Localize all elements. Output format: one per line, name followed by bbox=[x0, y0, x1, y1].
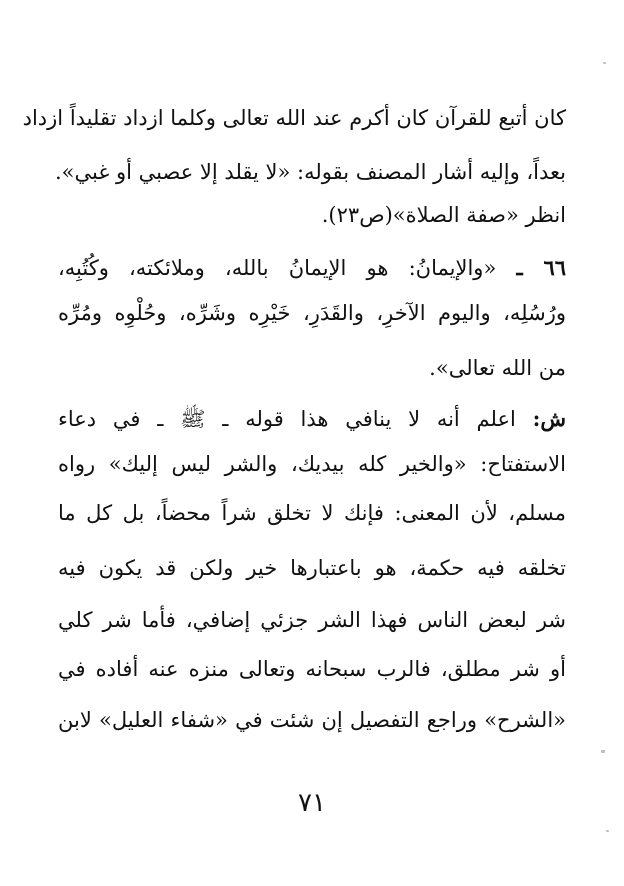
text-line: الاستفتاح: «والخير كله بيديك، والشر ليس إليك» رواه bbox=[58, 452, 566, 476]
page-number: ٧١ bbox=[298, 788, 326, 818]
scan-speck bbox=[606, 830, 609, 832]
text-line: مسلم، لأن المعنى: فإنك لا تخلق شراً محضاً، بل كل ما bbox=[58, 501, 566, 525]
text-line-content: «والإيمانُ: هو الإيمانُ بالله، وملائكته، وكُتُبِه، bbox=[58, 256, 497, 280]
text-line: شر لبعض الناس فهذا الشر جزئي إضافي، فأما شر كلي bbox=[58, 608, 566, 632]
paragraph-number: ٦٦ ـ bbox=[516, 255, 566, 280]
scan-speck bbox=[603, 62, 606, 64]
text-line: بعداً، وإليه أشار المصنف بقوله: «لا يقلد إلا عصبي أو غبي». bbox=[55, 160, 566, 184]
text-line: أو شر مطلق، فالرب سبحانه وتعالى منزه عنه أفاده في bbox=[58, 657, 566, 681]
text-line: انظر «صفة الصلاة»(ص٢٣). bbox=[321, 203, 566, 227]
text-line-content: اعلم أنه لا ينافي هذا قوله ـ ﷺ ـ في دعاء bbox=[58, 407, 516, 431]
commentary-label: ش: bbox=[532, 406, 566, 431]
text-line-labeled bbox=[58, 408, 566, 430]
text-line-numbered bbox=[58, 257, 566, 279]
text-line: كان أتبع للقرآن كان أكرم عند الله تعالى وكلما ازداد تقليداً ازداد bbox=[22, 106, 566, 130]
text-line: تخلقه فيه حكمة، هو باعتبارها خير ولكن قد يكون فيه bbox=[58, 556, 566, 580]
text-line: ورُسُلِه، واليوم الآخرِ، والقَدَرِ، خَيْرِه وشَرِّه، وحُلْوِه ومُرِّه bbox=[58, 301, 566, 325]
scan-speck bbox=[601, 750, 605, 753]
text-line: «الشرح» وراجع التفصيل إن شئت في «شفاء العليل» لابن bbox=[58, 708, 566, 732]
text-line: من الله تعالى». bbox=[429, 356, 566, 380]
